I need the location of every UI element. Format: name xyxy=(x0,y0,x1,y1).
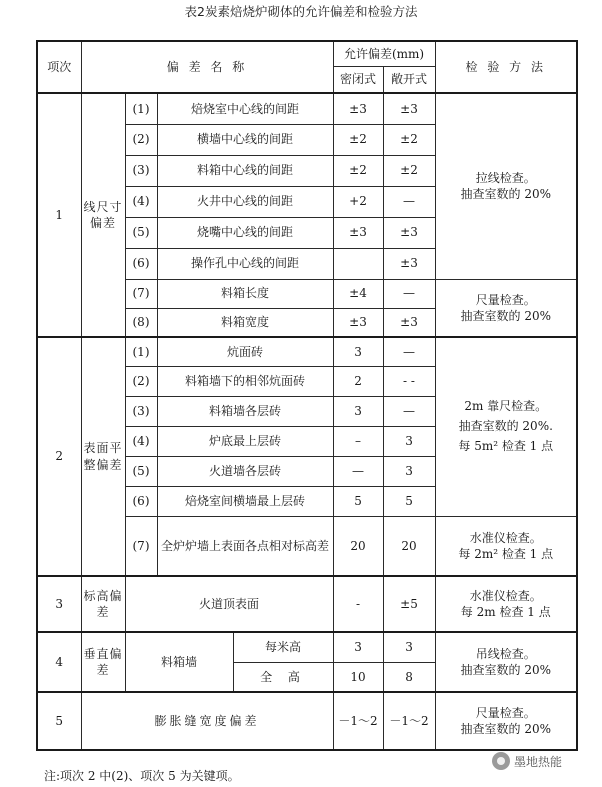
group4-no: 4 xyxy=(37,632,81,692)
row-open: 5 xyxy=(383,486,435,516)
group5-name: 膨胀缝宽度偏差 xyxy=(81,692,333,750)
row-open: ±2 xyxy=(383,155,435,186)
watermark xyxy=(492,752,562,770)
row-closed: – xyxy=(333,426,383,456)
row-name: 烧嘴中心线的间距 xyxy=(157,217,333,248)
row-index: (5) xyxy=(125,217,157,248)
group5-open: －1～2 xyxy=(383,692,435,750)
row-open: 3 xyxy=(383,456,435,486)
row-index: (7) xyxy=(125,516,157,576)
row-name: 焙烧室中心线的间距 xyxy=(157,93,333,124)
header-open: 敞开式 xyxy=(383,66,435,93)
row-index: (7) xyxy=(125,279,157,308)
group5-closed: －1～2 xyxy=(333,692,383,750)
group4-sub-name: 全 高 xyxy=(233,662,333,692)
watermark-text: 墨地热能 xyxy=(514,754,563,769)
group1-no: 1 xyxy=(37,93,81,337)
group3-method xyxy=(435,576,577,632)
group1-method-b xyxy=(435,279,577,337)
method-line: 抽查室数的 20% xyxy=(460,722,552,736)
group4-sub-open: 3 xyxy=(383,632,435,662)
method-line: 吊线检查。 xyxy=(475,646,536,661)
group1-method-a xyxy=(435,93,577,279)
method-line: 每 2m 检查 1 点 xyxy=(460,605,551,619)
row-closed: 3 xyxy=(333,396,383,426)
row-name: 横墙中心线的间距 xyxy=(157,124,333,155)
row-closed xyxy=(333,248,383,279)
row-name: 操作孔中心线的间距 xyxy=(157,248,333,279)
method-line: 尺量检查。 xyxy=(475,292,536,307)
method-line: 每 2m² 检查 1 点 xyxy=(458,546,554,561)
group3-closed: - xyxy=(333,576,383,632)
table-caption: 表2炭素焙烧炉砌体的允许偏差和检验方法 xyxy=(184,4,418,19)
header-row xyxy=(37,41,577,66)
row-open: ±3 xyxy=(383,217,435,248)
header-item: 项次 xyxy=(37,41,81,93)
row-closed: ±2 xyxy=(333,155,383,186)
row-name: 料箱长度 xyxy=(157,279,333,308)
group4-sub-closed: 10 xyxy=(333,662,383,692)
row-closed: ±3 xyxy=(333,93,383,124)
tolerance-table xyxy=(36,40,578,751)
row-index: (1) xyxy=(125,337,157,366)
header-allowed: 允许偏差(mm) xyxy=(333,41,435,66)
row-open: — xyxy=(383,279,435,308)
row-closed: 2 xyxy=(333,366,383,396)
row-index: (5) xyxy=(125,456,157,486)
row-index: (2) xyxy=(125,124,157,155)
group2-method-b xyxy=(435,516,577,576)
group2-no: 2 xyxy=(37,337,81,576)
header-deviation-name: 偏 差 名 称 xyxy=(81,41,333,93)
header-closed: 密闭式 xyxy=(333,66,383,93)
group5-method xyxy=(435,692,577,750)
row-closed: 3 xyxy=(333,337,383,366)
method-line: 抽查室数的 20% xyxy=(460,663,552,677)
row-open: 3 xyxy=(383,426,435,456)
row-name: 火井中心线的间距 xyxy=(157,186,333,217)
row-open: - - xyxy=(383,366,435,396)
row-closed: ±2 xyxy=(333,124,383,155)
row-name: 炕面砖 xyxy=(157,337,333,366)
row-open: ±2 xyxy=(383,124,435,155)
row-closed: 5 xyxy=(333,486,383,516)
row-index: (4) xyxy=(125,426,157,456)
row-index: (4) xyxy=(125,186,157,217)
group3-name: 火道顶表面 xyxy=(125,576,333,632)
method-line: 2m 靠尺检查。 xyxy=(464,399,548,414)
group4-method xyxy=(435,632,577,692)
group4-name: 料箱墙 xyxy=(125,632,233,692)
group5-no: 5 xyxy=(37,692,81,750)
group1-category: 线尺寸偏差 xyxy=(81,93,125,337)
group3-category: 标高偏差 xyxy=(81,576,125,632)
row-index: (3) xyxy=(125,396,157,426)
method-line: 水准仪检查。 xyxy=(469,530,542,545)
table-row xyxy=(37,93,577,124)
group2-method-a xyxy=(435,337,577,516)
group4-category: 垂直偏差 xyxy=(81,632,125,692)
group3-no: 3 xyxy=(37,576,81,632)
row-name: 料箱墙各层砖 xyxy=(157,396,333,426)
row-open: ±3 xyxy=(383,308,435,337)
row-open: ±3 xyxy=(383,93,435,124)
method-line: 尺量检查。 xyxy=(475,705,536,720)
row-open: — xyxy=(383,186,435,217)
row-closed: — xyxy=(333,456,383,486)
wechat-logo-icon xyxy=(492,752,510,770)
row-closed: ±3 xyxy=(333,217,383,248)
row-closed: ±4 xyxy=(333,279,383,308)
row-name: 料箱宽度 xyxy=(157,308,333,337)
method-line: 拉线检查。 xyxy=(475,171,536,186)
row-index: (1) xyxy=(125,93,157,124)
row-open: ±3 xyxy=(383,248,435,279)
row-open: — xyxy=(383,337,435,366)
row-closed: 20 xyxy=(333,516,383,576)
row-name: 焙烧室间横墙最上层砖 xyxy=(157,486,333,516)
group2-category: 表面平整偏差 xyxy=(81,337,125,576)
row-index: (6) xyxy=(125,248,157,279)
row-name: 火道墙各层砖 xyxy=(157,456,333,486)
row-name: 全炉炉墙上表面各点相对标高差 xyxy=(157,516,333,576)
table-row xyxy=(37,632,577,662)
row-index: (3) xyxy=(125,155,157,186)
table-row xyxy=(37,692,577,750)
group4-sub-open: 8 xyxy=(383,662,435,692)
row-open: — xyxy=(383,396,435,426)
footnote: 注:项次 2 中(2)、项次 5 为关键项。 xyxy=(44,769,240,783)
method-line: 水准仪检查。 xyxy=(469,588,542,603)
row-index: (2) xyxy=(125,366,157,396)
group4-sub-name: 每米高 xyxy=(233,632,333,662)
row-open: 20 xyxy=(383,516,435,576)
group4-sub-closed: 3 xyxy=(333,632,383,662)
group3-open: ±5 xyxy=(383,576,435,632)
method-line: 抽查室数的 20%. xyxy=(458,418,553,433)
table-row xyxy=(37,576,577,632)
row-name: 料箱中心线的间距 xyxy=(157,155,333,186)
row-closed: +2 xyxy=(333,186,383,217)
row-name: 料箱墙下的相邻炕面砖 xyxy=(157,366,333,396)
method-line: 每 5m² 检查 1 点 xyxy=(458,438,554,453)
row-index: (8) xyxy=(125,308,157,337)
row-closed: ±3 xyxy=(333,308,383,337)
row-name: 炉底最上层砖 xyxy=(157,426,333,456)
header-method: 检 验 方 法 xyxy=(435,41,577,93)
row-index: (6) xyxy=(125,486,157,516)
table-row xyxy=(37,337,577,366)
method-line: 抽查室数的 20% xyxy=(460,308,552,323)
method-line: 抽查室数的 20% xyxy=(460,187,552,202)
